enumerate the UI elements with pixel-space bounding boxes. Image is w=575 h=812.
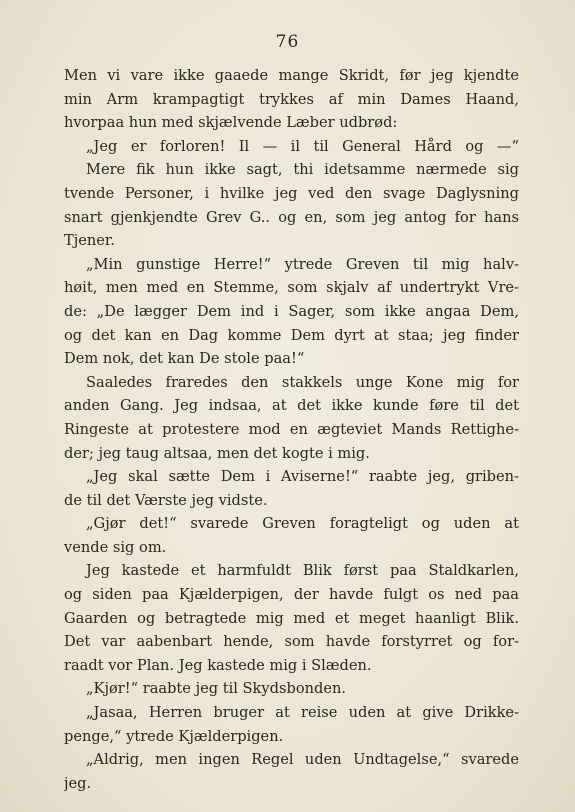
text-line: „Jeg skal sætte Dem i Aviserne!“ raabte jeg, griben-	[86, 468, 519, 486]
text-line: der; jeg taug altsaa, men det kogte i mig.	[64, 444, 370, 462]
text-line: raadt vor Plan. Jeg kastede mig i Slæden.	[64, 656, 372, 674]
text-line: og det kan en Dag komme Dem dyrt at staa; jeg finder	[64, 326, 519, 344]
text-line: „Kjør!“ raabte jeg til Skydsbonden.	[86, 680, 347, 698]
text-line: „Jasaa, Herren bruger at reise uden at give Drikke-	[86, 704, 519, 722]
text-line: Jeg kastede et harmfuldt Blik først paa Staldkarlen,	[86, 562, 519, 580]
text-line: „Jeg er forloren! Il — il til General Hård og —“	[86, 137, 519, 155]
text-line: de: „De lægger Dem ind i Sager, som ikke angaa Dem,	[64, 302, 519, 320]
text-line: Gaarden og betragtede mig med et meget haanligt Blik.	[64, 609, 519, 627]
text-line: anden Gang. Jeg indsaa, at det ikke kunde føre til det	[64, 397, 519, 415]
text-line: Mere fik hun ikke sagt, thi idetsamme nærmede sig	[86, 161, 519, 179]
body-text	[64, 64, 519, 795]
text-line: penge,“ ytrede Kjælderpigen.	[64, 727, 284, 745]
text-line: de til det Værste jeg vidste.	[64, 491, 268, 509]
text-line: min Arm krampagtigt trykkes af min Dames Haand,	[64, 90, 519, 108]
text-line: og siden paa Kjælderpigen, der havde fulgt os ned paa	[64, 586, 519, 604]
text-line: Dem nok, det kan De stole paa!“	[64, 350, 305, 368]
text-line: Ringeste at protestere mod en ægteviet Mands Rettighe-	[64, 420, 519, 438]
text-line: „Aldrig, men ingen Regel uden Undtagelse,“ svarede	[86, 751, 519, 769]
text-line: „Gjør det!“ svarede Greven foragteligt og uden at	[86, 515, 519, 533]
text-line: Tjener.	[64, 232, 115, 250]
text-line: vende sig om.	[64, 538, 167, 556]
text-line: Det var aabenbart hende, som havde forstyrret og for-	[64, 633, 519, 651]
text-line: tvende Personer, i hvilke jeg ved den svage Daglysning	[64, 184, 519, 202]
text-line: Saaledes fraredes den stakkels unge Kone mig for	[86, 373, 519, 391]
text-line: jeg.	[64, 774, 92, 792]
text-line: snart gjenkjendte Grev G.. og en, som jeg antog for hans	[64, 208, 519, 226]
page-number: 76	[275, 32, 300, 52]
text-line: Men vi vare ikke gaaede mange Skridt, før jeg kjendte	[64, 67, 519, 84]
text-line: hvorpaa hun med skjælvende Læber udbrød:	[64, 114, 398, 132]
text-line: „Min gunstige Herre!“ ytrede Greven til mig halv-	[86, 255, 519, 273]
text-line: høit, men med en Stemme, som skjalv af undertrykt Vre-	[64, 279, 519, 297]
